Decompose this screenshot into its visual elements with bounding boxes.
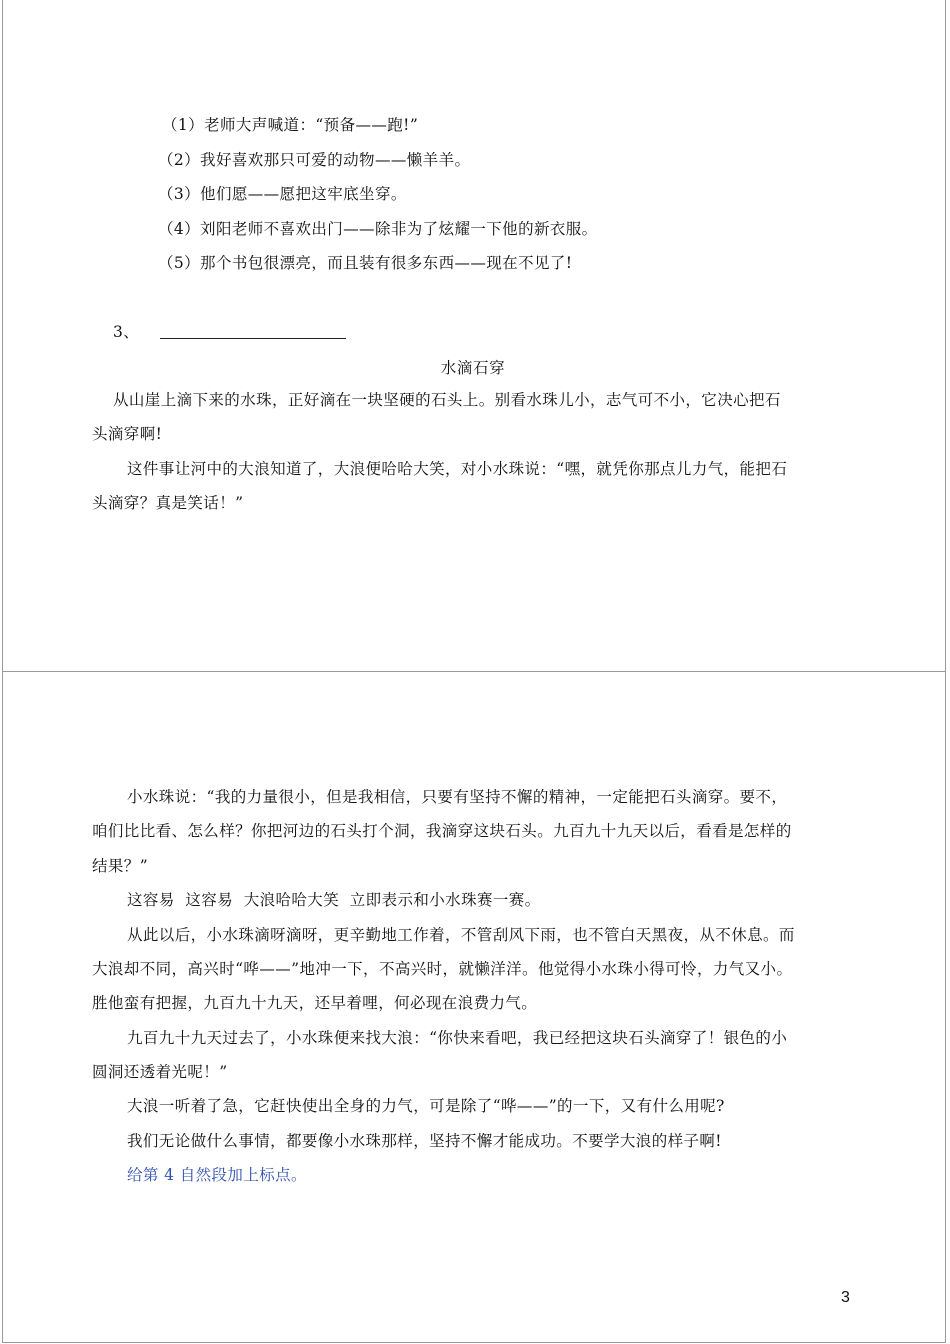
- answer-blank[interactable]: [160, 338, 346, 339]
- p2-line-3: 结果？”: [92, 857, 149, 875]
- instruction: 给第 4 自然段加上标点。: [127, 1166, 307, 1184]
- p2-line-8: 九百九十九天过去了，小水珠便来找大浪：“你快来看吧，我已经把这块石头滴穿了！银色的小: [127, 1029, 788, 1047]
- p1-line-1: 从山崖上滴下来的水珠，正好滴在一块坚硬的石头上。别看水珠儿小，志气可不小，它决心把石: [113, 391, 781, 409]
- page-top: [2, 0, 946, 672]
- p2-line-2: 咱们比比看、怎么样？你把河边的石头打个洞，我滴穿这块石头。九百九十九天以后，看看是怎样的: [92, 822, 792, 840]
- p2-line-5: 从此以后，小水珠滴呀滴呀，更辛勤地工作着，不管刮风下雨，也不管白天黑夜，从不休息。而: [127, 926, 795, 944]
- page-number: 3: [841, 1289, 850, 1306]
- item-5: （5）那个书包很漂亮，而且装有很多东西——现在不见了!: [158, 254, 573, 272]
- p1-line-2: 头滴穿啊!: [92, 425, 163, 443]
- p2-line-9: 圆洞还透着光呢！”: [92, 1063, 228, 1081]
- p2-line-4: 这容易 这容易 大浪哈哈大笑 立即表示和小水珠赛一赛。: [127, 891, 541, 909]
- item-2: （2）我好喜欢那只可爱的动物——懒羊羊。: [158, 151, 471, 169]
- p2-line-1: 小水珠说：“我的力量很小，但是我相信，只要有坚持不懈的精神，一定能把石头滴穿。要不，: [127, 788, 788, 806]
- item-1: （1）老师大声喊道：“预备——跑!”: [162, 116, 419, 134]
- question-number: 3、: [113, 323, 140, 341]
- p1-line-4: 头滴穿？真是笑话！”: [92, 494, 244, 512]
- p2-line-7: 胜他蛮有把握，九百九十九天，还早着哩，何必现在浪费力气。: [92, 994, 538, 1012]
- p2-line-6: 大浪却不同，高兴时“哗——”地冲一下，不高兴时，就懒洋洋。他觉得小水珠小得可怜，力气又小。: [92, 960, 793, 978]
- p1-line-3: 这件事让河中的大浪知道了，大浪便哈哈大笑，对小水珠说：“嘿，就凭你那点儿力气，能把石: [127, 460, 788, 478]
- p2-line-11: 我们无论做什么事情，都要像小水珠那样，坚持不懈才能成功。不要学大浪的样子啊!: [127, 1132, 722, 1150]
- item-3: （3）他们愿——愿把这牢底坐穿。: [158, 185, 407, 203]
- p2-line-10: 大浪一听着了急，它赶快使出全身的力气，可是除了“哗——”的一下，又有什么用呢?: [127, 1097, 725, 1115]
- item-4: （4）刘阳老师不喜欢出门——除非为了炫耀一下他的新衣服。: [158, 220, 598, 238]
- story-title: 水滴石穿: [440, 359, 506, 377]
